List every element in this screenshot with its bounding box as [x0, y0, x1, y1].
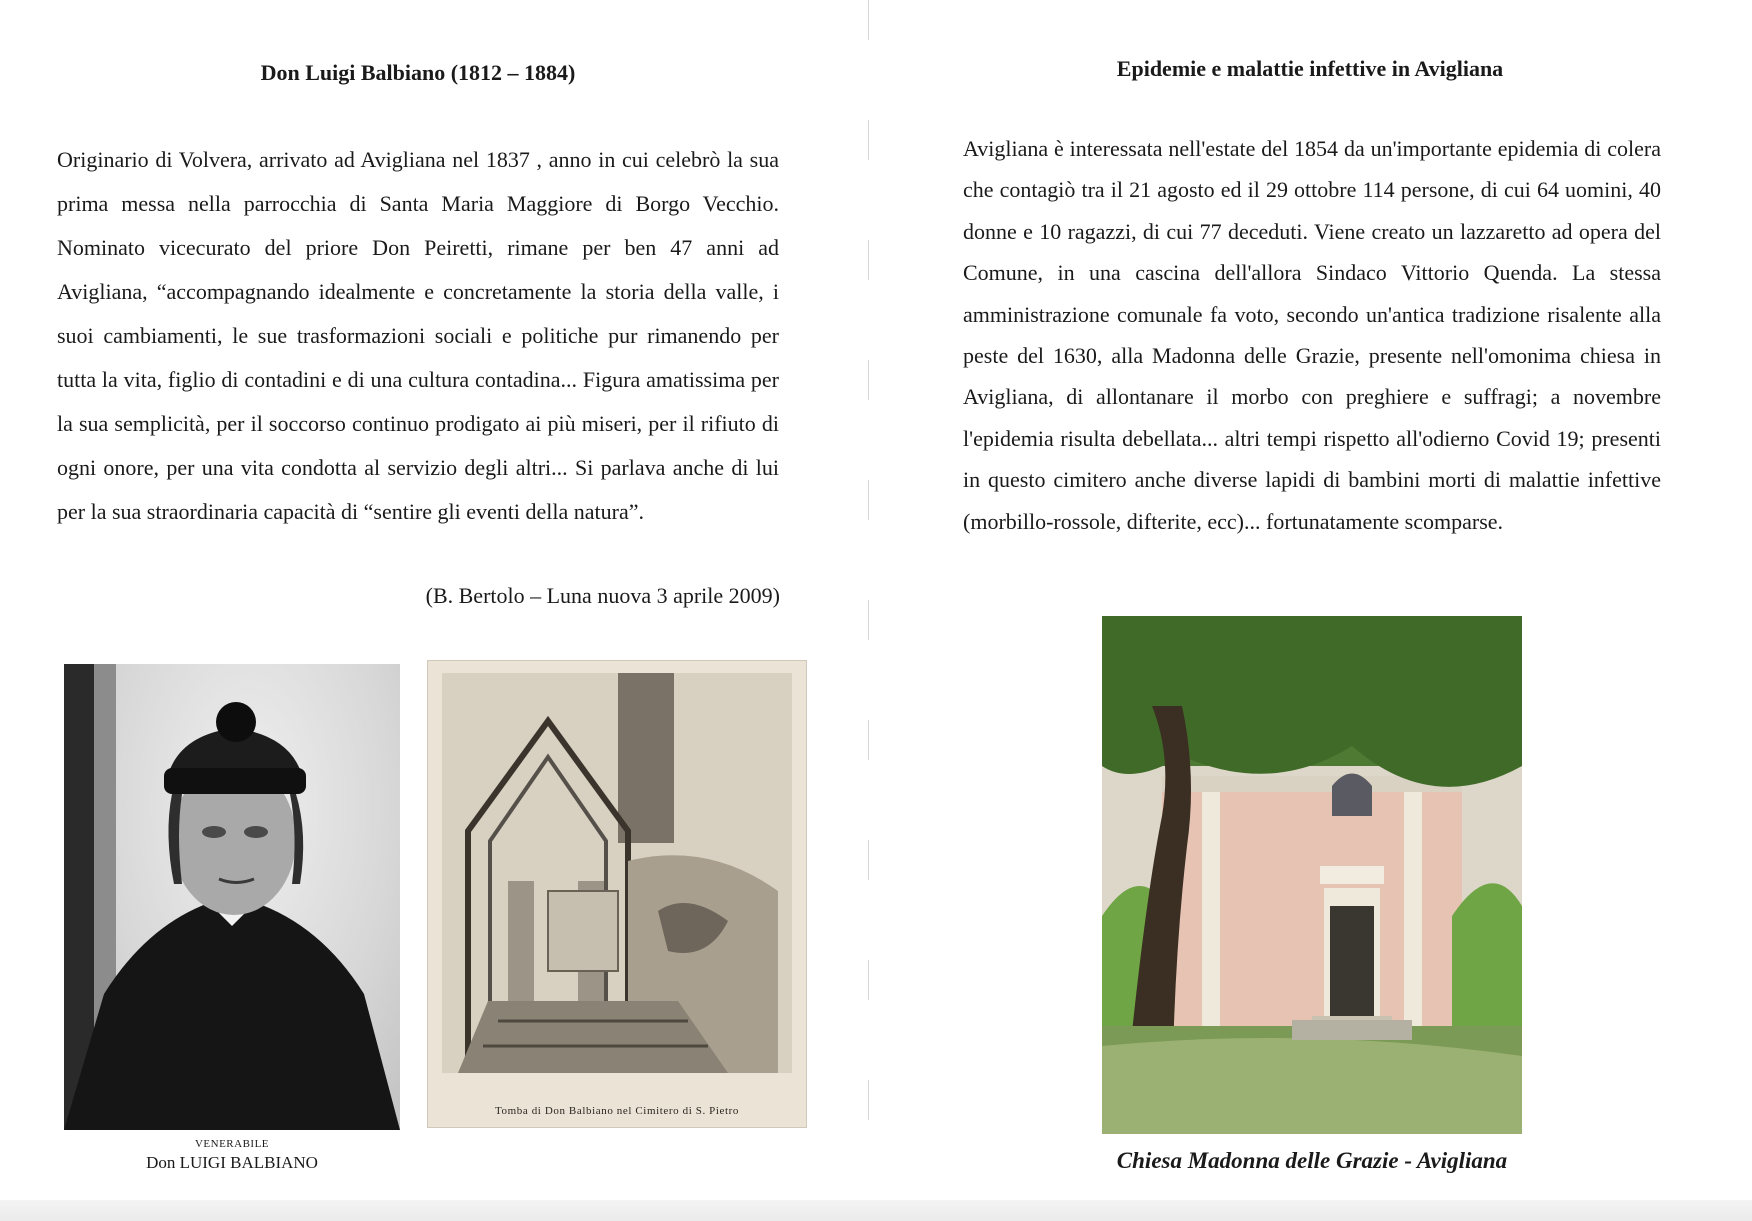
- right-page-title: Epidemie e malattie infettive in Avigliana: [1116, 56, 1504, 81]
- tomb-illustration: [428, 661, 806, 1127]
- portrait-photo: [64, 664, 400, 1130]
- left-page: [0, 0, 868, 1221]
- left-page-body: Originario di Volvera, arrivato ad Avigliana nel 1837 , anno in cui celebrò la sua prima messa nella parrocchia di Santa Maria Maggiore di Borgo Vecchio. Nominato vicecurato del priore Don Peiretti, rimane per ben 47 anni ad Avigliana, “accompagnando idealmente e concretamente la storia della valle, i suoi cambiamenti, le sue trasformazioni sociali e politiche pur rimanendo per tutta la vita, figlio di contadini e di una cultura contadina... Figura amatissima per la sua semplicità, per il soccorso continuo prodigato ai più miseri, per il rifiuto di ogni onore, per una vita condotta al servizio degli altri... Si parlava anche di lui per la sua straordinaria capacità di “sentire gli eventi della natura”.: [57, 147, 779, 524]
- left-page-title: Don Luigi Balbiano (1812 – 1884): [260, 60, 576, 85]
- portrait-caption-title: VENERABILE: [194, 1138, 270, 1150]
- church-photo-caption: Chiesa Madonna delle Grazie - Avigliana: [1116, 1148, 1508, 1173]
- citation: (B. Bertolo – Luna nuova 3 aprile 2009): [425, 583, 780, 608]
- tomb-photo: [427, 660, 807, 1128]
- church-illustration: [1102, 616, 1522, 1134]
- portrait-illustration: [64, 664, 400, 1130]
- scan-bottom-edge: [0, 1200, 1752, 1221]
- tomb-caption: Tomba di Don Balbiano nel Cimitero di S. Pietro: [494, 1105, 740, 1117]
- portrait-caption-name: Don LUIGI BALBIANO: [146, 1153, 318, 1172]
- church-photo: [1102, 616, 1522, 1134]
- right-page-body: Avigliana è interessata nell'estate del 1854 da un'importante epidemia di colera che contagiò tra il 21 agosto ed il 29 ottobre 114 persone, di cui 64 uomini, 40 donne e 10 ragazzi, di cui 77 deceduti. Viene creato un lazzaretto ad opera del Comune, in una cascina dell'allora Sindaco Vittorio Quenda. La stessa amministrazione comunale fa voto, secondo un'antica tradizione risalente alla peste del 1630, alla Madonna delle Grazie, presente nell'omonima chiesa in Avigliana, di allontanare il morbo con preghiere e suffragi; a novembre l'epidemia risulta debellata... altri tempi rispetto all'odierno Covid 19; presenti in questo cimitero anche diverse lapidi di bambini morti di malattie infettive (morbillo-rossole, difterite, ecc)... fortunatamente scomparse.: [963, 136, 1661, 534]
